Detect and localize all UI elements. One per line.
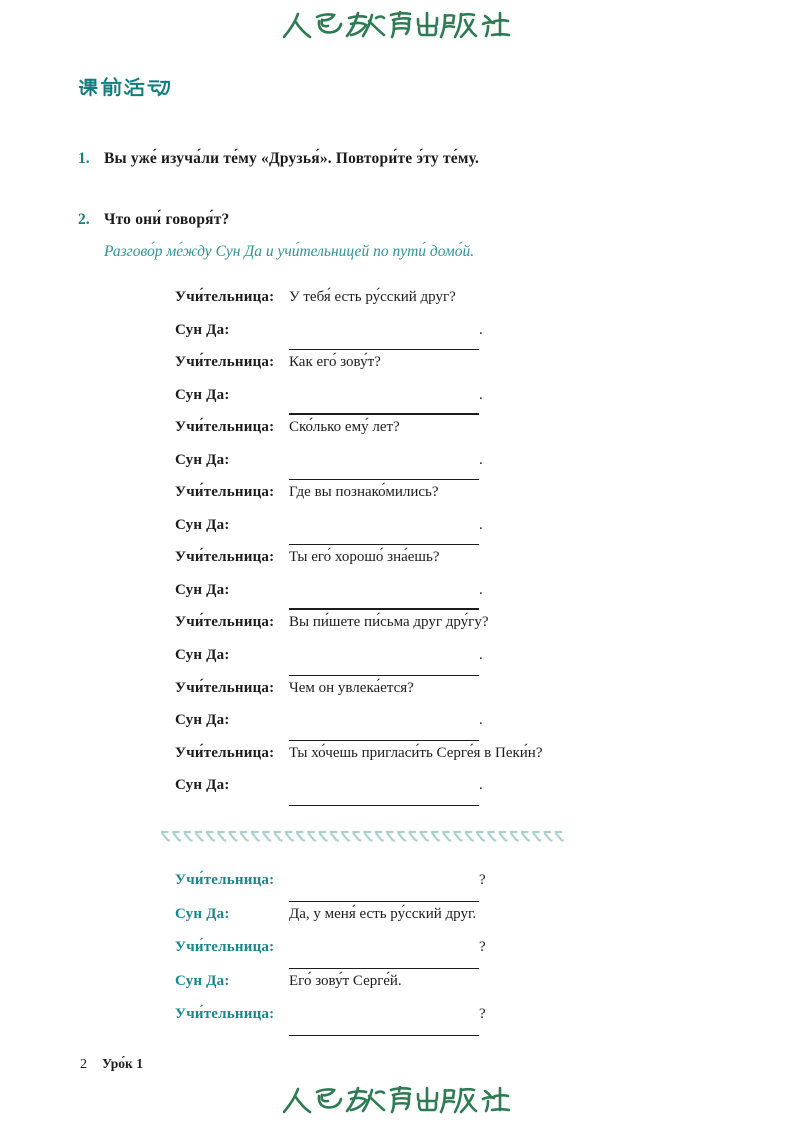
- dialogue-row: [175, 289, 542, 322]
- dialogue-row: [175, 354, 542, 387]
- blank-punctuation: .: [479, 647, 483, 664]
- speaker-label: Учи́тельница:: [175, 744, 275, 761]
- answer-blank: [289, 465, 479, 480]
- answer-blank: [289, 661, 479, 676]
- page-footer: [80, 1056, 143, 1073]
- dialogue-row: [175, 680, 542, 713]
- blank-punctuation: .: [479, 581, 483, 598]
- blank-punctuation: .: [479, 451, 483, 468]
- lesson-label: Уро́к 1: [102, 1056, 143, 1071]
- dialogue-row: [175, 452, 542, 485]
- utterance: Чем он увлека́ется?: [289, 679, 414, 696]
- section-title-glyphs: [78, 77, 174, 99]
- speaker-label: Сун Да:: [175, 712, 230, 729]
- speaker-label: Сун Да:: [175, 386, 230, 403]
- dialogue-2: [175, 872, 486, 1040]
- speaker-label: Сун Да:: [175, 321, 230, 338]
- blank-punctuation: .: [479, 516, 483, 533]
- speaker-label: Сун Да:: [175, 451, 230, 468]
- dialogue-1: [175, 289, 542, 810]
- section-title: [78, 77, 174, 99]
- utterance: Да, у меня́ есть ру́сский друг.: [289, 905, 477, 922]
- dialogue-row: [175, 973, 486, 1007]
- blank-punctuation: ?: [479, 1006, 486, 1023]
- dialogue-row: [175, 614, 542, 647]
- page-number: 2: [80, 1057, 87, 1072]
- utterance: Где вы познако́мились?: [289, 484, 439, 501]
- speaker-label: Сун Да:: [175, 581, 230, 598]
- publisher-calligraphy-icon: [283, 11, 511, 43]
- exercise-2-text: Что они́ говоря́т?: [104, 211, 230, 228]
- speaker-label: Учи́тельница:: [175, 419, 275, 436]
- dialogue-row: [175, 712, 542, 745]
- answer-blank: [289, 335, 479, 350]
- utterance: Ты хо́чешь пригласи́ть Серге́я в Пеки́н?: [289, 744, 543, 761]
- dialogue-description: Разгово́р ме́жду Сун Да и учи́тельницей по пути́ домо́й.: [104, 243, 475, 260]
- speaker-label: Учи́тельница:: [175, 939, 275, 956]
- dialogue-row: [175, 777, 542, 810]
- utterance: Ско́лько ему́ лет?: [289, 419, 400, 436]
- speaker-label: Учи́тельница:: [175, 614, 275, 631]
- answer-blank: [289, 791, 479, 806]
- answer-blank: [289, 530, 479, 545]
- dialogue-row: [175, 1006, 486, 1040]
- answer-blank: [289, 594, 479, 610]
- separator-ornament: [160, 829, 565, 843]
- dialogue-row: [175, 939, 486, 973]
- blank-punctuation: .: [479, 386, 483, 403]
- dialogue-row: [175, 517, 542, 550]
- dialogue-row: [175, 872, 486, 906]
- separator-pattern-icon: [160, 829, 565, 843]
- speaker-label: Учи́тельница:: [175, 484, 275, 501]
- exercise-1-text: Вы уже́ изуча́ли те́му «Друзья́». Повтори́те э́ту те́му.: [104, 150, 480, 167]
- answer-blank: [289, 954, 479, 969]
- blank-punctuation: ?: [479, 939, 486, 956]
- dialogue-row: [175, 549, 542, 582]
- speaker-label: Учи́тельница:: [175, 289, 275, 305]
- answer-blank: [289, 399, 479, 415]
- blank-punctuation: .: [479, 712, 483, 729]
- speaker-label: Сун Да:: [175, 777, 230, 794]
- dialogue-row: [175, 419, 542, 452]
- utterance: Как его́ зову́т?: [289, 354, 381, 371]
- speaker-label: Сун Да:: [175, 516, 230, 533]
- publisher-logo-bottom: [283, 1086, 511, 1118]
- answer-blank: [289, 887, 479, 902]
- speaker-label: Учи́тельница:: [175, 549, 275, 566]
- speaker-label: Сун Да:: [175, 647, 230, 664]
- utterance: Вы пи́шете пи́сьма друг дру́гу?: [289, 614, 489, 631]
- dialogue-row: [175, 322, 542, 355]
- exercise-1: [78, 150, 479, 168]
- blank-punctuation: .: [479, 321, 483, 338]
- utterance: Ты его́ хорошо́ зна́ешь?: [289, 549, 440, 566]
- speaker-label: Учи́тельница:: [175, 354, 275, 371]
- exercise-1-number: 1.: [78, 150, 90, 167]
- dialogue-row: [175, 387, 542, 420]
- dialogue-row: [175, 582, 542, 615]
- speaker-label: Учи́тельница:: [175, 679, 275, 696]
- dialogue-row: [175, 745, 542, 778]
- answer-blank: [289, 726, 479, 741]
- blank-punctuation: ?: [479, 872, 486, 888]
- publisher-logo-top: [283, 11, 511, 43]
- dialogue-row: [175, 484, 542, 517]
- speaker-label: Сун Да:: [175, 972, 230, 989]
- dialogue-row: [175, 647, 542, 680]
- dialogue-row: [175, 906, 486, 940]
- publisher-calligraphy-icon: [283, 1086, 511, 1118]
- speaker-label: Учи́тельница:: [175, 872, 275, 888]
- utterance: У тебя́ есть ру́сский друг?: [289, 289, 456, 305]
- speaker-label: Сун Да:: [175, 905, 230, 922]
- answer-blank: [289, 1021, 479, 1036]
- speaker-label: Учи́тельница:: [175, 1006, 275, 1023]
- exercise-2: [78, 211, 230, 229]
- utterance: Его́ зову́т Серге́й.: [289, 972, 402, 989]
- exercise-2-number: 2.: [78, 211, 90, 228]
- blank-punctuation: .: [479, 777, 483, 794]
